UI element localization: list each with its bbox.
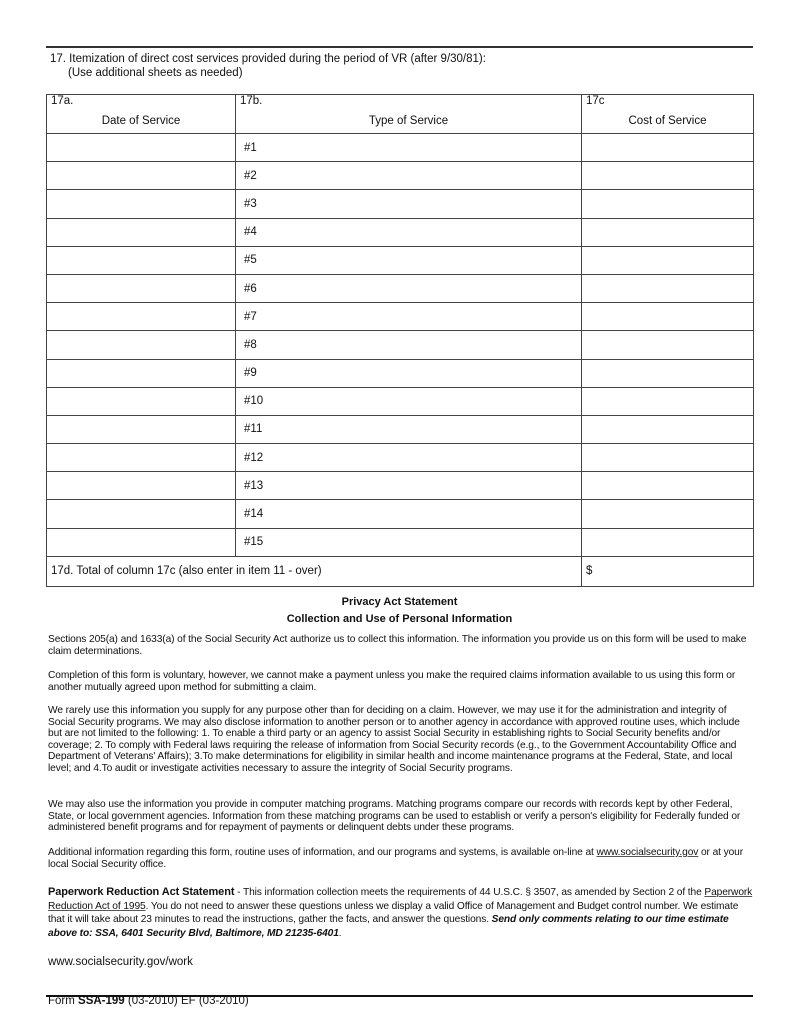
row-number: #8 bbox=[244, 338, 257, 351]
type-of-service-field[interactable] bbox=[236, 387, 582, 415]
date-of-service-field[interactable] bbox=[47, 274, 236, 302]
date-of-service-field[interactable] bbox=[47, 444, 236, 472]
date-of-service-field[interactable] bbox=[47, 500, 236, 528]
date-of-service-field[interactable] bbox=[47, 415, 236, 443]
privacy-title: Privacy Act Statement bbox=[341, 596, 458, 608]
cost-of-service-field[interactable] bbox=[582, 500, 754, 528]
header-17a: 17a. Date of Service bbox=[47, 95, 236, 134]
type-of-service-field[interactable] bbox=[236, 528, 582, 556]
item17-note: (Use additional sheets as needed) bbox=[68, 67, 243, 79]
table-row bbox=[47, 162, 754, 190]
table-row bbox=[47, 246, 754, 274]
row-number: #4 bbox=[244, 226, 257, 239]
cost-of-service-field[interactable] bbox=[582, 303, 754, 331]
row-number: #1 bbox=[244, 141, 257, 154]
privacy-paragraph-3: We rarely use this information you supply for any purpose other than for deciding on a claim. However, we may use it for the administration and integrity of Social Security programs. We may also disclose information to another person or to another agency in accordance with approved routine uses, which include but are not limited to the following: 1. To enable a third party or an agency to assist Social Security in establishing rights to Social Security benefits and/or coverage; 2. To comply with Federal laws requiring the release of information from Social Security records (e.g., to the Government Accountability Office and Department of Veterans' Affairs); 3.To make determinations for eligibility in similar health and income maintenance programs at the Federal, State, and local level; and 4.To audit or investigate activities necessary to assure the integrity of Social Security programs. bbox=[48, 705, 740, 774]
table-row bbox=[47, 190, 754, 218]
type-of-service-field[interactable] bbox=[236, 331, 582, 359]
cost-of-service-field[interactable] bbox=[582, 190, 754, 218]
type-of-service-field[interactable] bbox=[236, 274, 582, 302]
row-number: #5 bbox=[244, 254, 257, 267]
privacy-paragraph-2: Completion of this form is voluntary, however, we cannot make a payment unless you make the required claims information available to us using this form or another mutually agreed upon method for submitting a claim. bbox=[48, 670, 736, 693]
socialsecurity-link[interactable]: www.socialsecurity.gov bbox=[596, 847, 699, 858]
date-of-service-field[interactable] bbox=[47, 359, 236, 387]
row-number: #7 bbox=[244, 310, 257, 323]
row-number: #13 bbox=[244, 479, 264, 492]
date-of-service-field[interactable] bbox=[47, 162, 236, 190]
date-of-service-field[interactable] bbox=[47, 190, 236, 218]
top-rule bbox=[46, 46, 753, 48]
date-of-service-field[interactable] bbox=[47, 528, 236, 556]
date-of-service-field[interactable] bbox=[47, 303, 236, 331]
table-row bbox=[47, 415, 754, 443]
row-number: #14 bbox=[244, 508, 264, 521]
table-row bbox=[47, 500, 754, 528]
table-row bbox=[47, 218, 754, 246]
total-amount-field[interactable]: $ bbox=[582, 556, 754, 586]
website-url[interactable]: www.socialsecurity.gov/work bbox=[48, 956, 193, 968]
table-row bbox=[47, 359, 754, 387]
type-of-service-field[interactable] bbox=[236, 162, 582, 190]
cost-of-service-field[interactable] bbox=[582, 274, 754, 302]
paperwork-statement: Paperwork Reduction Act Statement - This information collection meets the requirements of 44 U.S.C. § 3507, as amended by Section 2 of the Paperwork Reduction Act of 1995. You do not need to answer these questions unless we display a valid Office of Management and Budget control number. We estimate that it will take about 23 minutes to read the instructions, gather the facts, and answer the questions. Send only comments relating to our time estimate above to: SSA, 6401 Security Blvd, Baltimore, MD 21235-6401. bbox=[48, 886, 753, 939]
type-of-service-field[interactable] bbox=[236, 444, 582, 472]
privacy-paragraph-1: Sections 205(a) and 1633(a) of the Social Security Act authorize us to collect this information. The information you provide us on this form will be used to make claim determinations. bbox=[48, 634, 747, 657]
table-row bbox=[47, 387, 754, 415]
privacy-subtitle: Collection and Use of Personal Information bbox=[286, 613, 513, 625]
cost-of-service-field[interactable] bbox=[582, 162, 754, 190]
total-row bbox=[47, 556, 754, 586]
type-of-service-field[interactable] bbox=[236, 218, 582, 246]
cost-of-service-field[interactable] bbox=[582, 331, 754, 359]
row-number: #10 bbox=[244, 395, 264, 408]
table-header bbox=[47, 95, 754, 134]
cost-of-service-field[interactable] bbox=[582, 246, 754, 274]
paperwork-act-link[interactable]: Paperwork Reduction Act of 1995 bbox=[48, 887, 753, 912]
header-17c: 17c Cost of Service bbox=[582, 95, 754, 134]
date-of-service-field[interactable] bbox=[47, 472, 236, 500]
date-of-service-field[interactable] bbox=[47, 218, 236, 246]
type-of-service-field[interactable] bbox=[236, 500, 582, 528]
table-row bbox=[47, 274, 754, 302]
row-number: #6 bbox=[244, 282, 257, 295]
type-of-service-field[interactable] bbox=[236, 303, 582, 331]
header-17b: 17b. Type of Service bbox=[236, 95, 582, 134]
type-of-service-field[interactable] bbox=[236, 134, 582, 162]
table-row bbox=[47, 331, 754, 359]
type-of-service-field[interactable] bbox=[236, 472, 582, 500]
table-row bbox=[47, 444, 754, 472]
cost-of-service-field[interactable] bbox=[582, 359, 754, 387]
cost-of-service-field[interactable] bbox=[582, 528, 754, 556]
cost-of-service-field[interactable] bbox=[582, 387, 754, 415]
row-number: #2 bbox=[244, 169, 257, 182]
table-row bbox=[47, 303, 754, 331]
type-of-service-field[interactable] bbox=[236, 415, 582, 443]
type-of-service-field[interactable] bbox=[236, 359, 582, 387]
total-label: 17d. Total of column 17c (also enter in item 11 - over) bbox=[47, 556, 582, 586]
date-of-service-field[interactable] bbox=[47, 134, 236, 162]
cost-of-service-field[interactable] bbox=[582, 472, 754, 500]
form-footer: Form SSA-199 (03-2010) EF (03-2010) bbox=[48, 995, 249, 1007]
row-number: #3 bbox=[244, 197, 257, 210]
cost-of-service-field[interactable] bbox=[582, 415, 754, 443]
row-number: #11 bbox=[244, 423, 263, 436]
table-row bbox=[47, 528, 754, 556]
type-of-service-field[interactable] bbox=[236, 190, 582, 218]
table-row bbox=[47, 134, 754, 162]
privacy-paragraph-5: Additional information regarding this form, routine uses of information, and our programs and systems, is available on-line at www.socialsecurity.gov or at your local Social Security office. bbox=[48, 847, 744, 870]
table-row bbox=[47, 472, 754, 500]
date-of-service-field[interactable] bbox=[47, 331, 236, 359]
item17-title: 17. Itemization of direct cost services provided during the period of VR (after 9/30/81): bbox=[50, 53, 486, 65]
privacy-paragraph-4: We may also use the information you provide in computer matching programs. Matching programs compare our records with records kept by other Federal, State, or local government agencies. Information from these matching programs can be used to establish or verify a person's eligibility for Federally funded or administered benefit programs and for repayment of payments or delinquent debts under these programs. bbox=[48, 799, 741, 834]
date-of-service-field[interactable] bbox=[47, 246, 236, 274]
date-of-service-field[interactable] bbox=[47, 387, 236, 415]
row-number: #9 bbox=[244, 367, 257, 380]
itemization-table bbox=[46, 94, 754, 587]
type-of-service-field[interactable] bbox=[236, 246, 582, 274]
cost-of-service-field[interactable] bbox=[582, 134, 754, 162]
row-number: #15 bbox=[244, 536, 264, 549]
cost-of-service-field[interactable] bbox=[582, 218, 754, 246]
row-number: #12 bbox=[244, 451, 264, 464]
cost-of-service-field[interactable] bbox=[582, 444, 754, 472]
